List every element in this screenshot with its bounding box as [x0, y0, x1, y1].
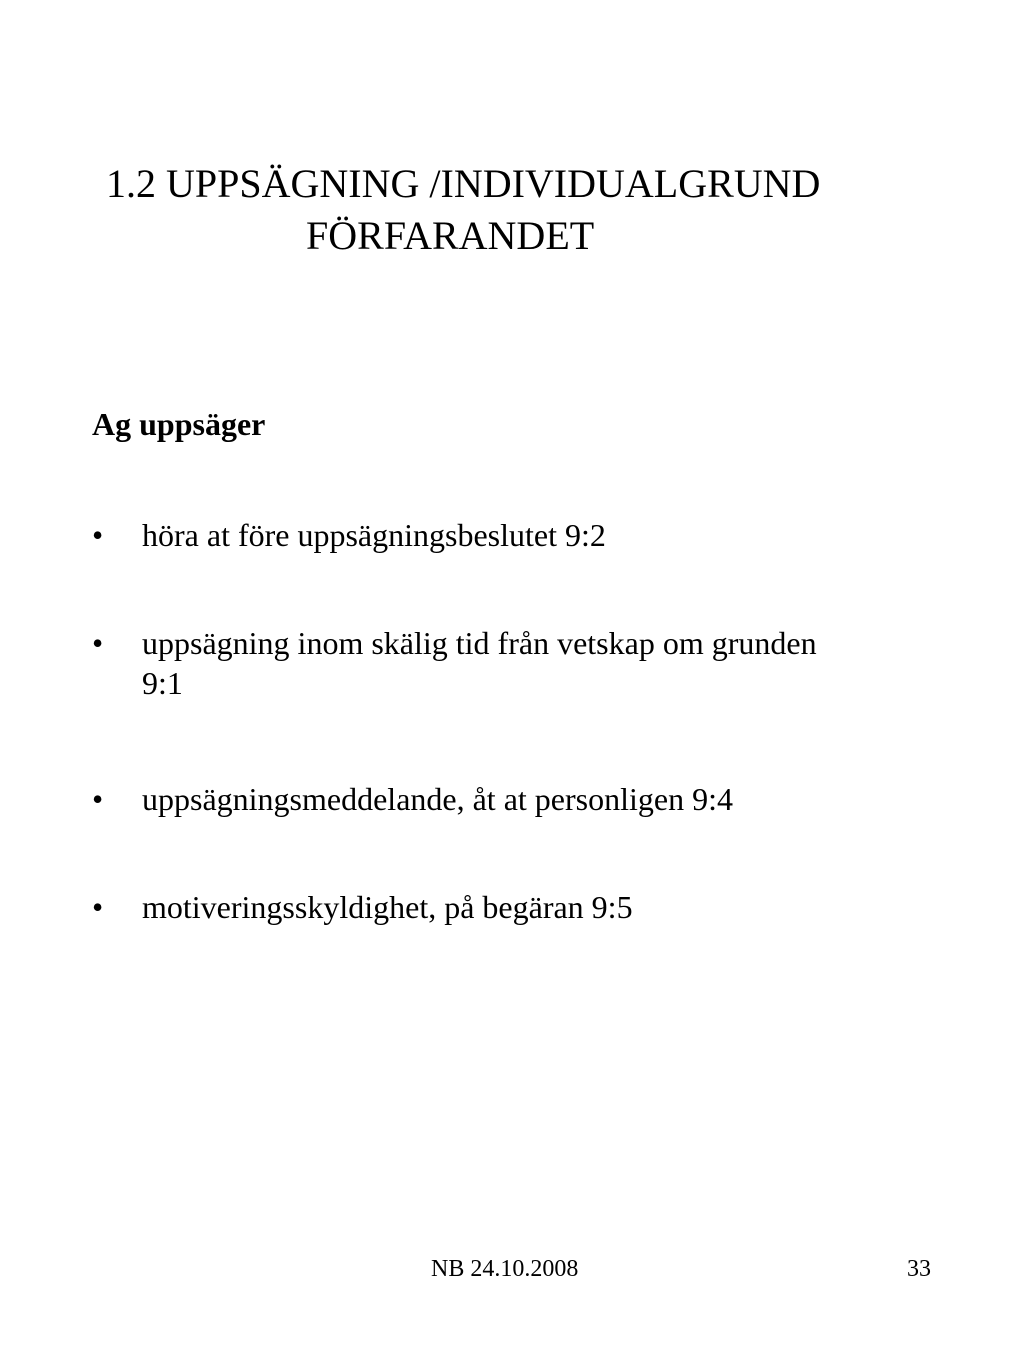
- section-subheading: Ag uppsäger: [92, 406, 266, 442]
- bullet-text: uppsägningsmeddelande, åt at personligen 9:4: [142, 781, 733, 817]
- bullet-text: höra at före uppsägningsbeslutet 9:2: [142, 517, 606, 553]
- bullet-icon: •: [92, 781, 104, 817]
- bullet-text: uppsägning inom skälig tid från vetskap om grunden 9:1: [142, 625, 817, 701]
- bullet-icon: •: [92, 889, 104, 925]
- footer-date: NB 24.10.2008: [431, 1256, 579, 1282]
- bullet-icon: •: [92, 517, 104, 553]
- bullet-icon: •: [92, 625, 104, 661]
- slide-title-line-1: 1.2 UPPSÄGNING /INDIVIDUALGRUND: [106, 161, 821, 206]
- page-number: 33: [907, 1256, 931, 1282]
- bullet-text: motiveringsskyldighet, på begäran 9:5: [142, 889, 633, 925]
- slide-title-line-2: FÖRFARANDET: [306, 213, 595, 258]
